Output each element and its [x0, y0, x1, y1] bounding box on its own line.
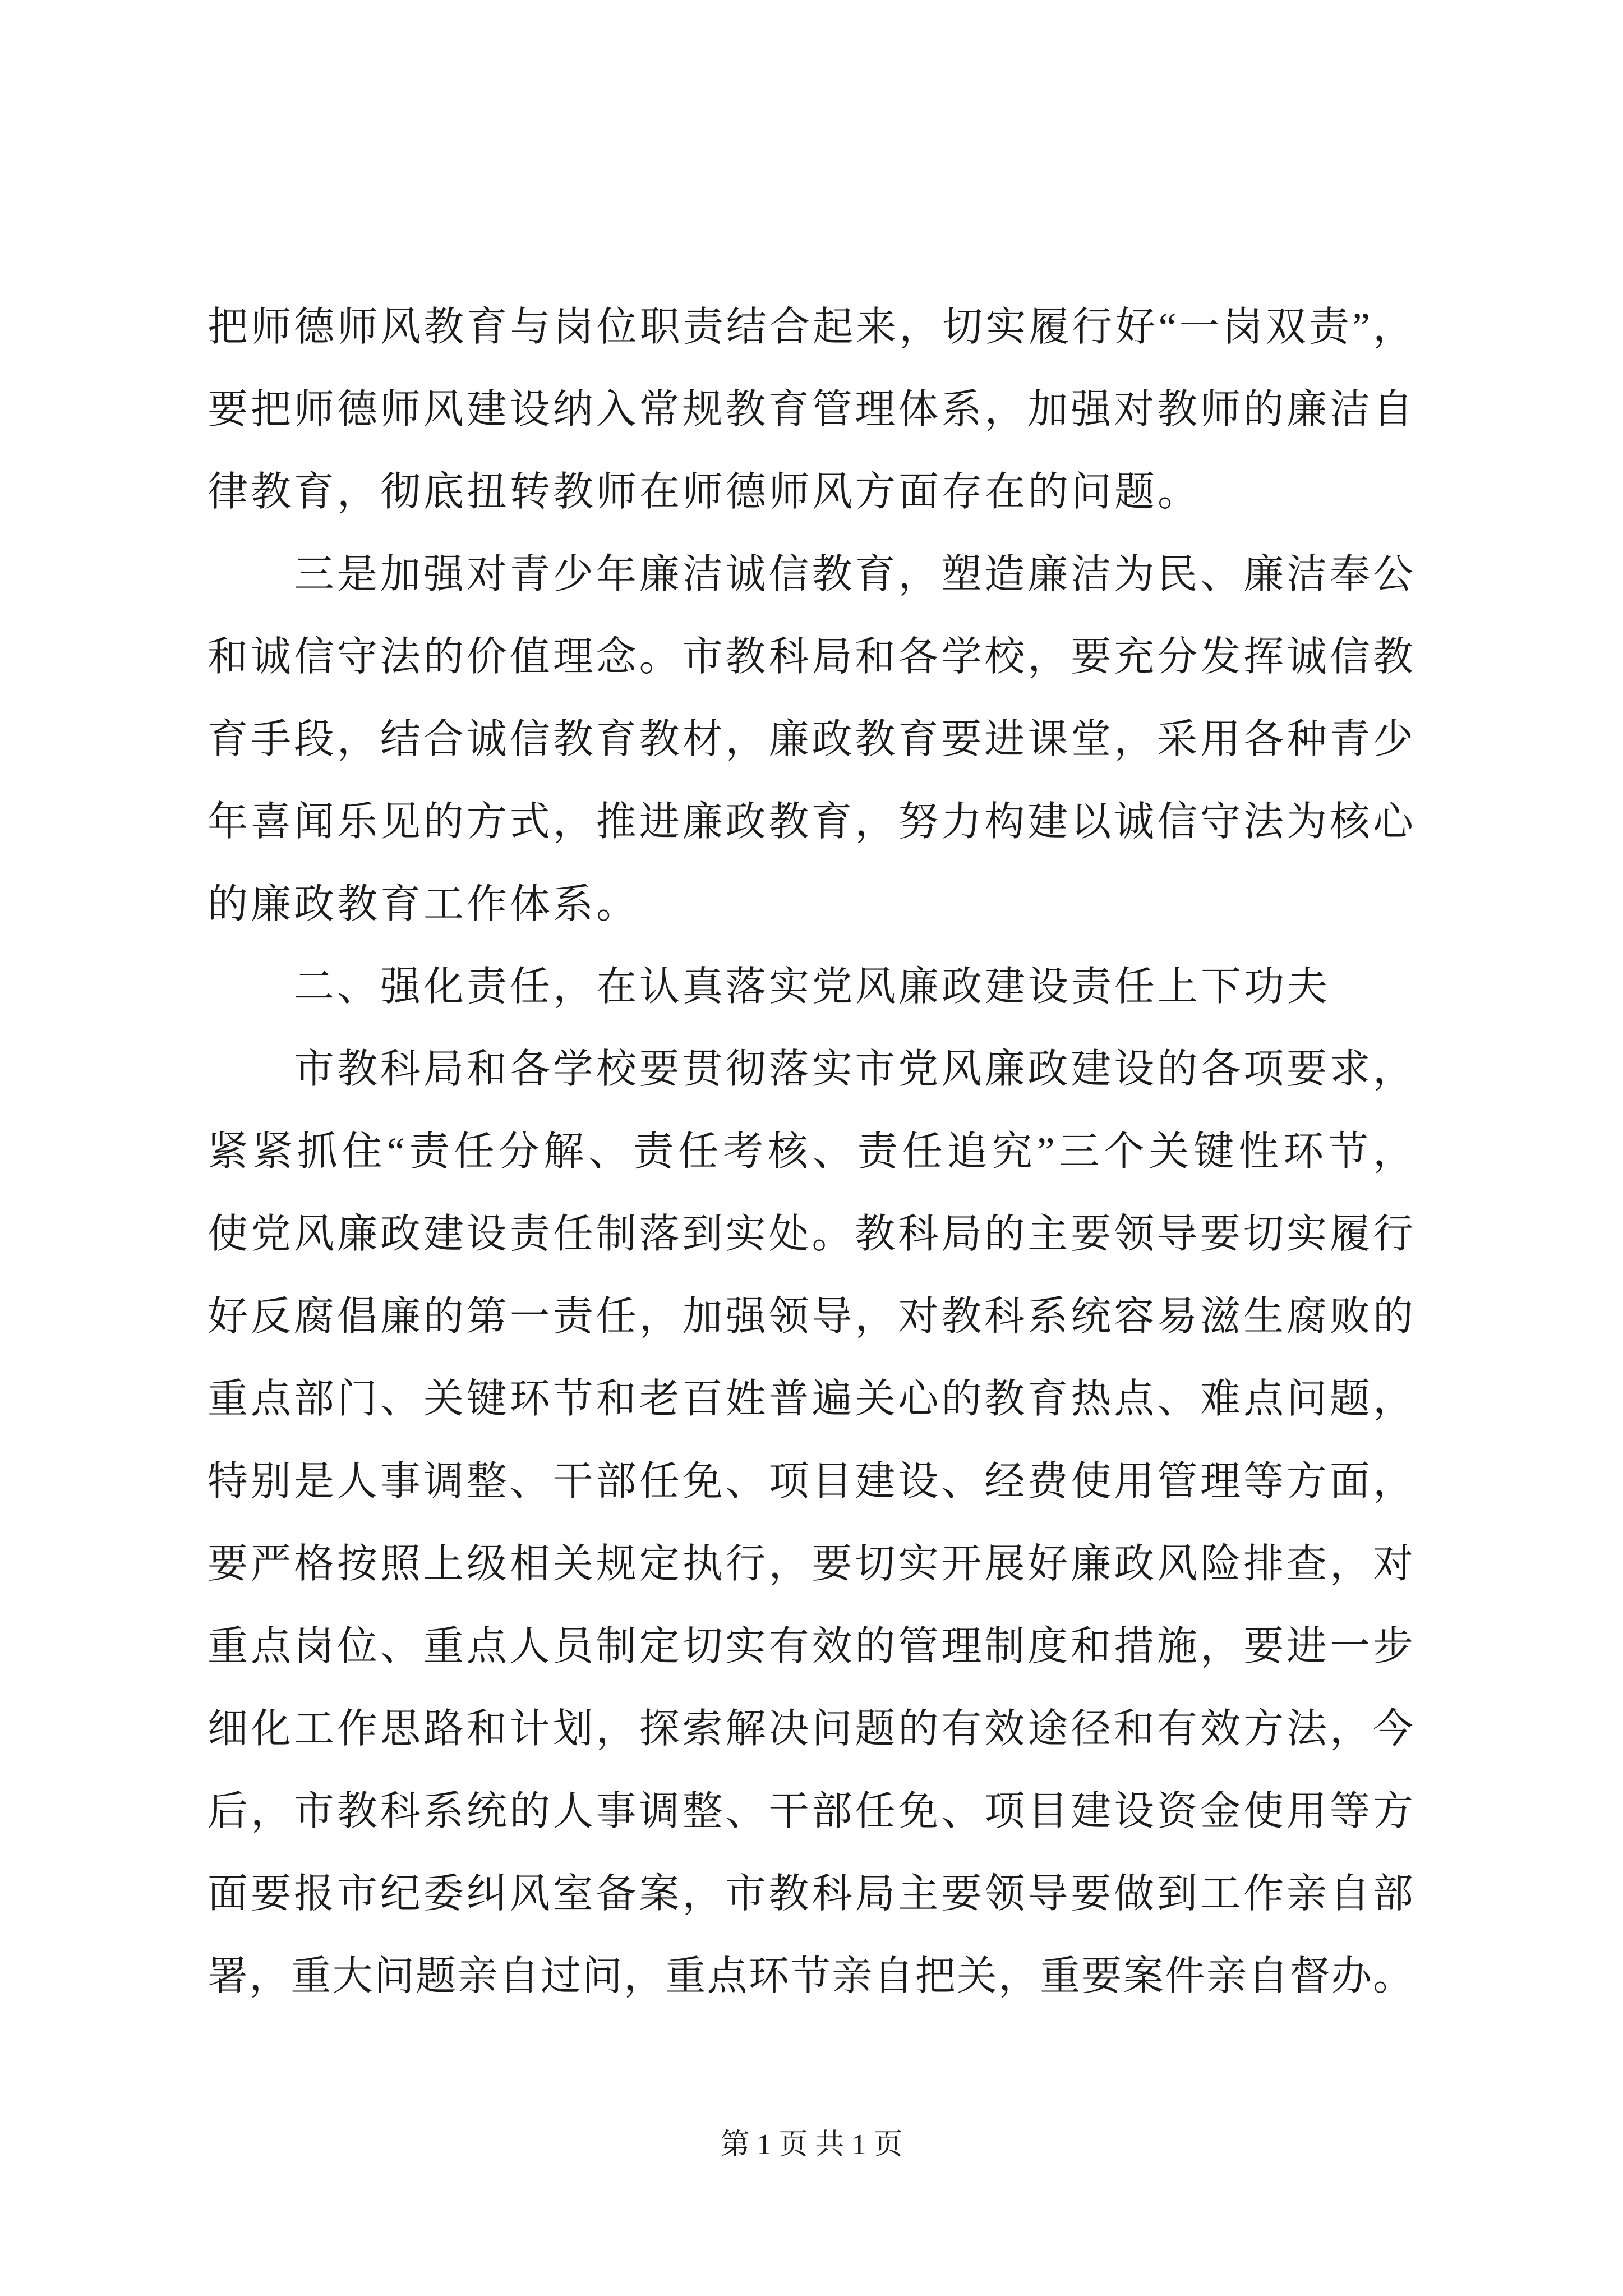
body-line: 要严格按照上级相关规定执行，要切实开展好廉政风险排查，对 [208, 1542, 1413, 1586]
page-footer [0, 2127, 1623, 2163]
body-line: 育手段，结合诚信教育教材，廉政教育要进课堂，采用各种青少 [208, 717, 1413, 762]
body-line: 使党风廉政建设责任制落到实处。教科局的主要领导要切实履行 [208, 1212, 1413, 1257]
body-line: 细化工作思路和计划，探索解决问题的有效途径和有效方法，今 [208, 1706, 1413, 1751]
body-line: 律教育，彻底扭转教师在师德师风方面存在的问题。 [208, 470, 1201, 514]
body-line: 好反腐倡廉的第一责任，加强领导，对教科系统容易滋生腐败的 [208, 1294, 1413, 1339]
body-line: 市教科局和各学校要贯彻落实市党风廉政建设的各项要求， [294, 1047, 1413, 1092]
body-line: 要把师德师风建设纳入常规教育管理体系，加强对教师的廉洁自 [208, 387, 1413, 432]
body-line: 署，重大问题亲自过问，重点环节亲自把关，重要案件亲自督办。 [208, 1954, 1413, 1999]
body-line: 的廉政教育工作体系。 [208, 882, 640, 927]
document-body [208, 286, 1413, 2018]
paragraph [208, 1028, 1413, 2018]
page-number-label: 第 1 页 共 1 页 [720, 2129, 903, 2161]
body-line: 年喜闻乐见的方式，推进廉政教育，努力构建以诚信守法为核心 [208, 799, 1413, 844]
body-line: 把师德师风教育与岗位职责结合起来，切实履行好“一岗双责”， [208, 305, 1413, 349]
section-heading-text: 二、强化责任，在认真落实党风廉政建设责任上下功夫 [294, 964, 1331, 1009]
body-line: 紧紧抓住“责任分解、责任考核、责任追究”三个关键性环节， [208, 1129, 1413, 1174]
body-line: 重点岗位、重点人员制定切实有效的管理制度和措施，要进一步 [208, 1624, 1413, 1669]
body-line: 和诚信守法的价值理念。市教科局和各学校，要充分发挥诚信教 [208, 634, 1413, 679]
body-line: 面要报市纪委纠风室备案，市教科局主要领导要做到工作亲自部 [208, 1871, 1413, 1916]
paragraph [208, 286, 1413, 533]
body-line: 特别是人事调整、干部任免、项目建设、经费使用管理等方面， [208, 1459, 1413, 1504]
body-line: 后，市教科系统的人事调整、干部任免、项目建设资金使用等方 [208, 1789, 1413, 1834]
body-line: 重点部门、关键环节和老百姓普遍关心的教育热点、难点问题， [208, 1377, 1413, 1421]
body-line: 三是加强对青少年廉洁诚信教育，塑造廉洁为民、廉洁奉公 [294, 552, 1413, 597]
section-heading [208, 946, 1413, 1028]
paragraph [208, 533, 1413, 946]
